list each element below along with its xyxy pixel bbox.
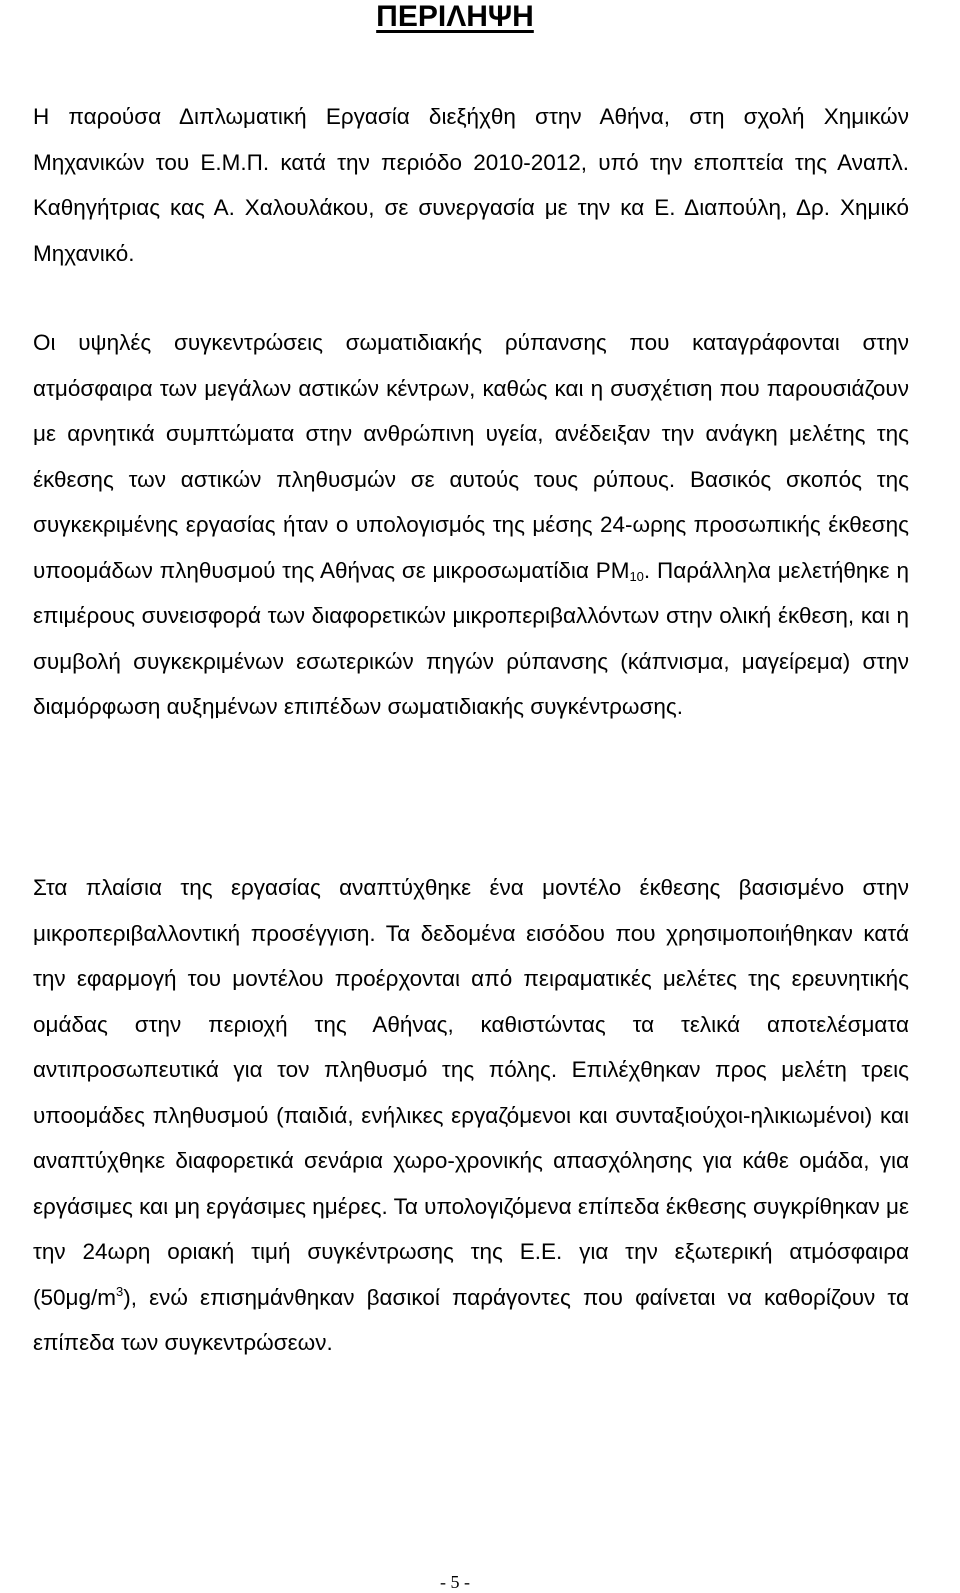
paragraph-intro: Η παρούσα Διπλωματική Εργασία διεξήχθη στην Αθήνα, στη σχολή Χημικών Μηχανικών του Ε.Μ.Π. κατά την περιόδο 2010-2012, υπό την εποπτεία της Αναπλ. Καθηγήτριας κας Α. Χαλουλάκου, σε συνεργασία με την κα Ε. Διαπούλη, Δρ. Χημικό Μηχανικό. [33, 104, 909, 266]
paragraph-purpose-text-a: Οι υψηλές συγκεντρώσεις σωματιδιακής ρύπανσης που καταγράφονται στην ατμόσφαιρα των μεγάλων αστικών κέντρων, καθώς και η συσχέτιση που παρουσιάζουν με αρνητικά συμπτώματα στην ανθρώπινη υγεία, ανέδειξαν την ανάγκη μελέτης της έκθεσης των αστικών πληθυσμών σε αυτούς τους ρύπους. Βασικός σκοπός της συγκεκριμένης εργασίας ήταν ο υπολογισμός της μέσης 24-ωρης προσωπικής έκθεσης υποομάδων πληθυσμού της Αθήνας σε μικροσωματίδια PM [33, 330, 909, 583]
page-number: - 5 - [440, 1572, 470, 1592]
paragraph-model [33, 865, 909, 1366]
paragraph-model-text-a: Στα πλαίσια της εργασίας αναπτύχθηκε ένα μοντέλο έκθεσης βασισμένο στην μικροπεριβαλλοντική προσέγγιση. Τα δεδομένα εισόδου που χρησιμοποιήθηκαν κατά την εφαρμογή του μοντέλου προέρχονται από πειραματικές μελέτες της ερευνητικής ομάδας στην περιοχή της Αθήνας, καθιστώντας τα τελικά αποτελέσματα αντιπροσωπευτικά για τον πληθυσμό της πόλης. Επιλέχθηκαν προς μελέτη τρεις υποομάδες πληθυσμού (παιδιά, ενήλικες εργαζόμενοι και συνταξιούχοι-ηλικιωμένοι) και αναπτύχθηκε διαφορετικά σενάρια χωρο-χρονικής απασχόλησης για κάθε ομάδα, για εργάσιμες και μη εργάσιμες ημέρες. Τα υπολογιζόμενα επίπεδα έκθεσης συγκρίθηκαν με την 24ωρη οριακή τιμή συγκέντρωσης της Ε.Ε. για την εξωτερική ατμόσφαιρα (50μg/m [33, 875, 909, 1310]
page-title: ΠΕΡΙΛΗΨΗ [376, 0, 534, 33]
pm-subscript: 10 [629, 568, 644, 584]
paragraph-purpose-text-b: . Παράλληλα μελετήθηκε η επιμέρους συνεισφορά των διαφορετικών μικροπεριβαλλόντων στην ολική έκθεση, και η συμβολή συγκεκριμένων εσωτερικών πηγών ρύπανσης (κάπνισμα, μαγείρεμα) στην διαμόρφωση αυξημένων επιπέδων σωματιδιακής συγκέντρωσης. [33, 557, 909, 719]
unit-superscript: 3 [116, 1283, 124, 1299]
paragraph-model-text-b: ), ενώ επισημάνθηκαν βασικοί παράγοντες που φαίνεται να καθορίζουν τα επίπεδα των συγκεντρώσεων. [33, 1284, 909, 1355]
paragraph-purpose [33, 320, 909, 730]
